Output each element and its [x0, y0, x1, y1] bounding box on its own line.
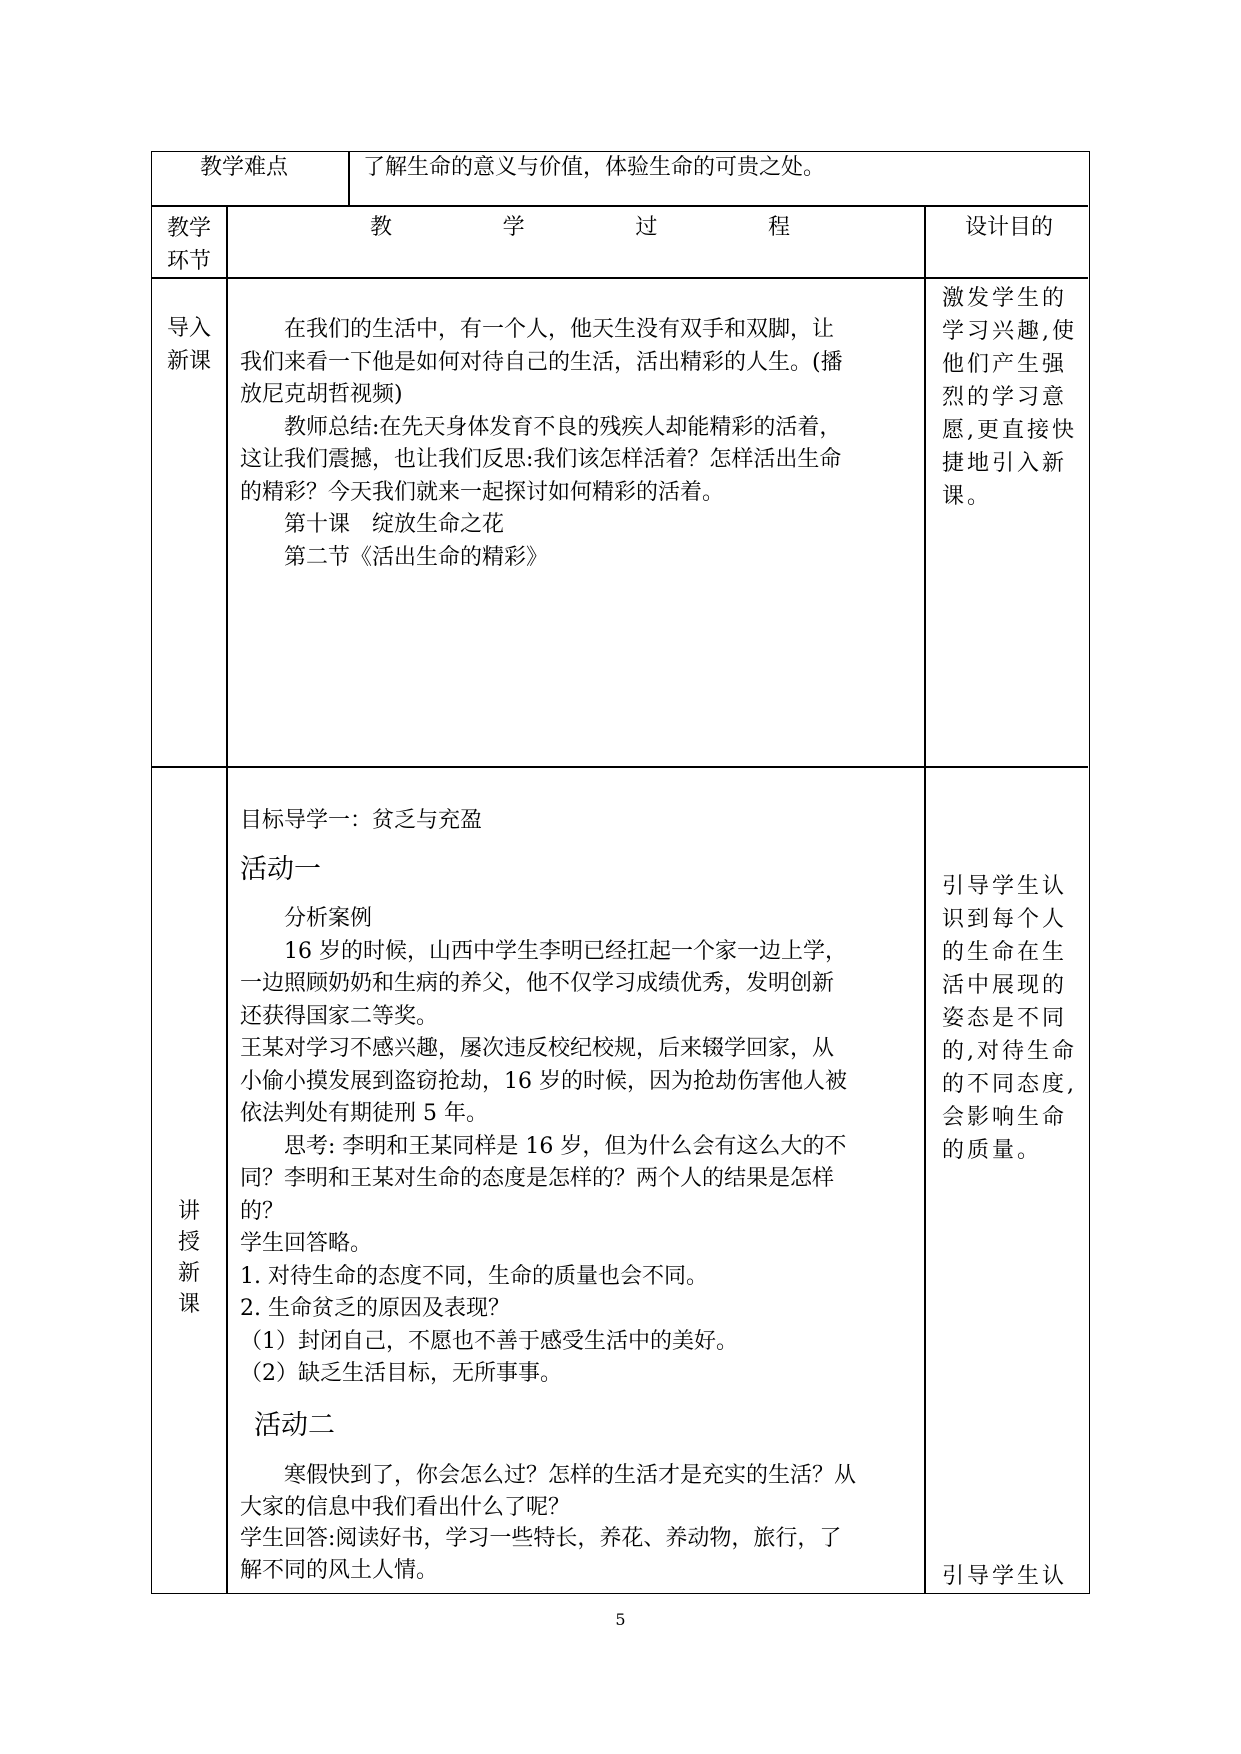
lesson-purpose: [942, 870, 1082, 1167]
difficulty-content: 了解生命的意义与价值，体验生命的可贵之处。: [363, 155, 826, 180]
activity1-line: 小偷小摸发展到盗窃抢劫，16 岁的时候，因为抢劫伤害他人被: [240, 1068, 847, 1094]
row-divider: [152, 766, 1088, 768]
intro-purpose-line: 他们产生强: [942, 352, 1068, 377]
activity1-line: 王某对学习不感兴趣，屡次违反校纪校规，后来辍学回家，从: [240, 1036, 835, 1061]
column-divider: [924, 205, 926, 1593]
lesson-purpose-line: 会影响生命: [942, 1105, 1068, 1130]
header-stage: [152, 212, 226, 278]
intro-line: 第十课 绽放生命之花: [240, 512, 505, 537]
intro-line: 的精彩？今天我们就来一起探讨如何精彩的活着。: [240, 479, 725, 505]
intro-line: 放尼克胡哲视频): [240, 382, 403, 407]
lesson-stage-char: 新: [177, 1261, 200, 1286]
lesson-purpose-next: 引导学生认: [942, 1564, 1068, 1589]
intro-purpose-line: 捷地引入新: [942, 451, 1068, 476]
page-number: 5: [615, 1610, 626, 1629]
lesson-purpose-line: 的生命在生: [942, 940, 1068, 965]
lesson-purpose-line: 活中展现的: [942, 973, 1068, 998]
activity1-line: （1）封闭自己，不愿也不善于感受生活中的美好。: [240, 1328, 738, 1354]
intro-line: 在我们的生活中，有一个人，他天生没有双手和双脚，让: [240, 317, 835, 342]
lesson-purpose-line: 的,对待生命: [942, 1039, 1077, 1064]
header-process: [370, 212, 790, 244]
activity1-line: 还获得国家二等奖。: [240, 1003, 439, 1029]
activity1-line: 2. 生命贫乏的原因及表现？: [240, 1296, 510, 1321]
activity1-line: 的？: [240, 1198, 285, 1224]
row-divider: [152, 277, 1088, 279]
header-process-char: 程: [767, 215, 790, 240]
header-process-char: 教: [370, 215, 393, 240]
intro-purpose-line: 学习兴趣,使: [942, 319, 1077, 344]
intro-process: [240, 314, 920, 574]
header-stage-line2: 环节: [166, 249, 211, 274]
intro-line: 我们来看一下他是如何对待自己的生活，活出精彩的人生。(播: [240, 349, 843, 375]
intro-purpose-line: 愿,更直接快: [942, 418, 1077, 443]
activity1-line: 思考: 李明和王某同样是 16 岁，但为什么会有这么大的不: [240, 1133, 847, 1159]
activity1-line: 分析案例: [240, 906, 373, 931]
activity1-line: （2）缺乏生活目标，无所事事。: [240, 1361, 562, 1386]
header-stage-line1: 教学: [166, 216, 211, 241]
intro-stage-line2: 新课: [166, 349, 211, 374]
lesson-purpose-line: 引导学生认: [942, 874, 1068, 899]
activity1-title: 活动一: [240, 854, 321, 885]
lesson-stage-char: 授: [177, 1230, 200, 1255]
activity1-line: 同？李明和王某对生命的态度是怎样的？两个人的结果是怎样: [240, 1166, 835, 1191]
activity1-line: 1. 对待生命的态度不同，生命的质量也会不同。: [240, 1263, 708, 1289]
activity2-line: 大家的信息中我们看出什么了呢？: [240, 1494, 571, 1520]
intro-stage: [152, 312, 226, 378]
intro-purpose-line: 烈的学习意: [942, 385, 1068, 410]
activity2-title: 活动二: [254, 1410, 335, 1441]
activity1-line: 学生回答略。: [240, 1231, 373, 1256]
difficulty-label: 教学难点: [200, 155, 289, 180]
activity1-line: 16 岁的时候，山西中学生李明已经扛起一个家一边上学，: [240, 938, 847, 964]
lesson-stage-char: 课: [177, 1292, 200, 1317]
activity2-line: 学生回答:阅读好书，学习一些特长，养花、养动物，旅行，了: [240, 1526, 842, 1551]
lesson-purpose-line: 的质量。: [942, 1138, 1043, 1163]
header-purpose: 设计目的: [965, 215, 1054, 240]
intro-line: 这让我们震撼，也让我们反思:我们该怎样活着？怎样活出生命: [240, 447, 842, 472]
row-divider: [152, 205, 1088, 207]
intro-purpose: [942, 282, 1082, 513]
header-process-char: 过: [635, 215, 658, 240]
intro-purpose-line: 课。: [942, 484, 993, 509]
lesson-purpose-line: 姿态是不同: [942, 1006, 1068, 1031]
activity1-line: 依法判处有期徒刑 5 年。: [240, 1101, 488, 1126]
intro-line: 教师总结:在先天身体发育不良的残疾人却能精彩的活着，: [240, 414, 842, 440]
lesson-purpose-line: 的不同态度,: [942, 1072, 1077, 1097]
activity2-line: 解不同的风土人情。: [240, 1557, 439, 1583]
lesson-stage: [152, 1196, 226, 1320]
column-divider: [226, 205, 228, 1593]
intro-purpose-line: 激发学生的: [942, 286, 1068, 311]
activity2-body: [240, 1460, 920, 1586]
lesson-goal: 目标导学一：贫乏与充盈: [240, 808, 483, 833]
activity1-body: [240, 903, 920, 1391]
column-divider: [348, 152, 350, 205]
lesson-purpose-line: 识到每个人: [942, 907, 1068, 932]
intro-line: 第二节《活出生命的精彩》: [240, 544, 549, 570]
activity1-line: 一边照顾奶奶和生病的养父，他不仅学习成绩优秀，发明创新: [240, 971, 835, 996]
activity2-line: 寒假快到了，你会怎么过？怎样的生活才是充实的生活？从: [240, 1463, 857, 1488]
header-process-char: 学: [502, 215, 525, 240]
intro-stage-line1: 导入: [166, 316, 211, 341]
lesson-stage-char: 讲: [177, 1199, 200, 1224]
